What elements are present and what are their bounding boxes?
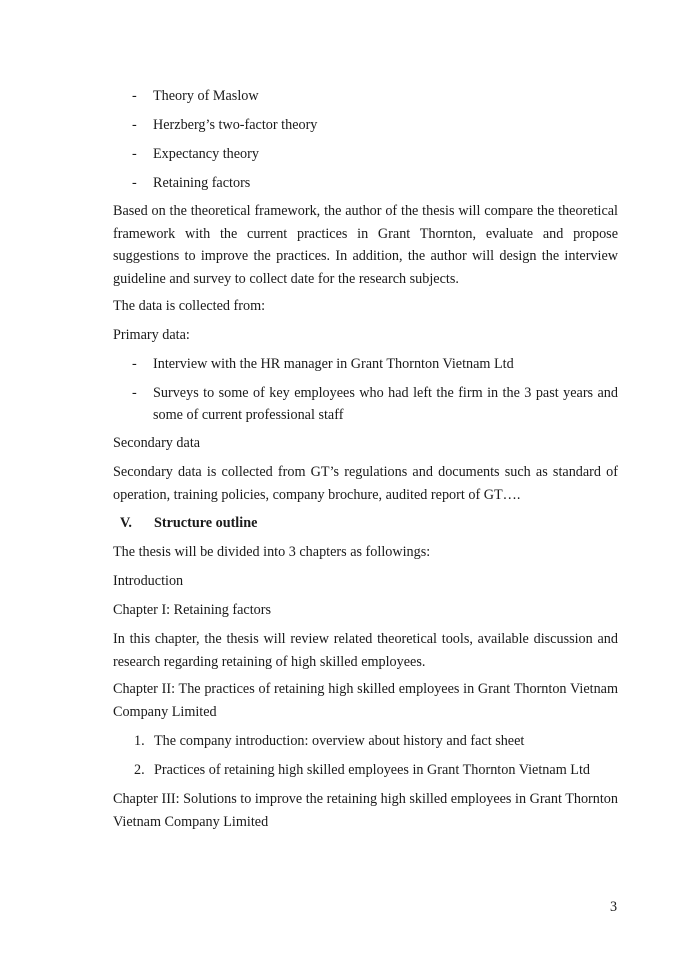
theory-bullet-2 [132, 114, 318, 136]
chapters-intro: The thesis will be divided into 3 chapters as followings: [113, 544, 431, 560]
primary-bullet-text: Surveys to some of key employees who had left the firm in the 3 past years and some of current professional staff [153, 385, 618, 423]
secondary-data-label: Secondary data [113, 435, 201, 451]
primary-bullet-2 [132, 382, 618, 423]
theory-bullet-text: Retaining factors [153, 175, 251, 191]
theory-bullet-4 [132, 172, 251, 194]
chapter-2-item-1-text: The company introduction: overview about history and fact sheet [154, 733, 525, 749]
bullet-marker: - [132, 385, 137, 401]
chapter-1-description: In this chapter, the thesis will review related theoretical tools, available discussion and research regarding retaining of high skilled employees. [113, 631, 618, 670]
theory-bullet-text: Theory of Maslow [153, 88, 259, 104]
chapter-1-title: Chapter I: Retaining factors [113, 602, 271, 618]
data-collected-from: The data is collected from: [113, 298, 266, 314]
introduction-label: Introduction [113, 573, 184, 589]
theory-bullet-text: Expectancy theory [153, 146, 259, 162]
chapter-2-item-2-number: 2. [134, 762, 145, 778]
theory-bullet-3 [132, 143, 259, 165]
primary-bullet-1 [132, 353, 514, 375]
chapter-2-title: Chapter II: The practices of retaining high skilled employees in Grant Thornton Vietnam Company Limited [113, 681, 618, 720]
theory-bullet-1 [132, 85, 259, 107]
page-number: 3 [610, 899, 618, 915]
bullet-marker: - [132, 175, 137, 191]
primary-data-label: Primary data: [113, 327, 190, 343]
section-number: V. [120, 515, 132, 531]
bullet-marker: - [132, 356, 137, 372]
theory-bullet-text: Herzberg’s two-factor theory [153, 117, 318, 133]
primary-bullet-text: Interview with the HR manager in Grant Thornton Vietnam Ltd [153, 356, 514, 372]
secondary-paragraph: Secondary data is collected from GT’s regulations and documents such as standard of operation, training policies, company brochure, audited report of GT…. [113, 464, 618, 503]
chapter-2-item-2-text: Practices of retaining high skilled employees in Grant Thornton Vietnam Ltd [154, 762, 590, 778]
chapter-3-title: Chapter III: Solutions to improve the retaining high skilled employees in Grant Thornton Vietnam Company Limited [113, 791, 618, 830]
chapter-2-item-1-number: 1. [134, 733, 145, 749]
framework-paragraph: Based on the theoretical framework, the author of the thesis will compare the theoretical framework with the current practices in Grant Thornton, evaluate and propose suggestions to improve the practices. In addition, the author will design the interview guideline and survey to collect date for the research subjects. [113, 203, 618, 287]
bullet-marker: - [132, 88, 137, 104]
bullet-marker: - [132, 146, 137, 162]
section-title: Structure outline [154, 515, 258, 531]
bullet-marker: - [132, 117, 137, 133]
